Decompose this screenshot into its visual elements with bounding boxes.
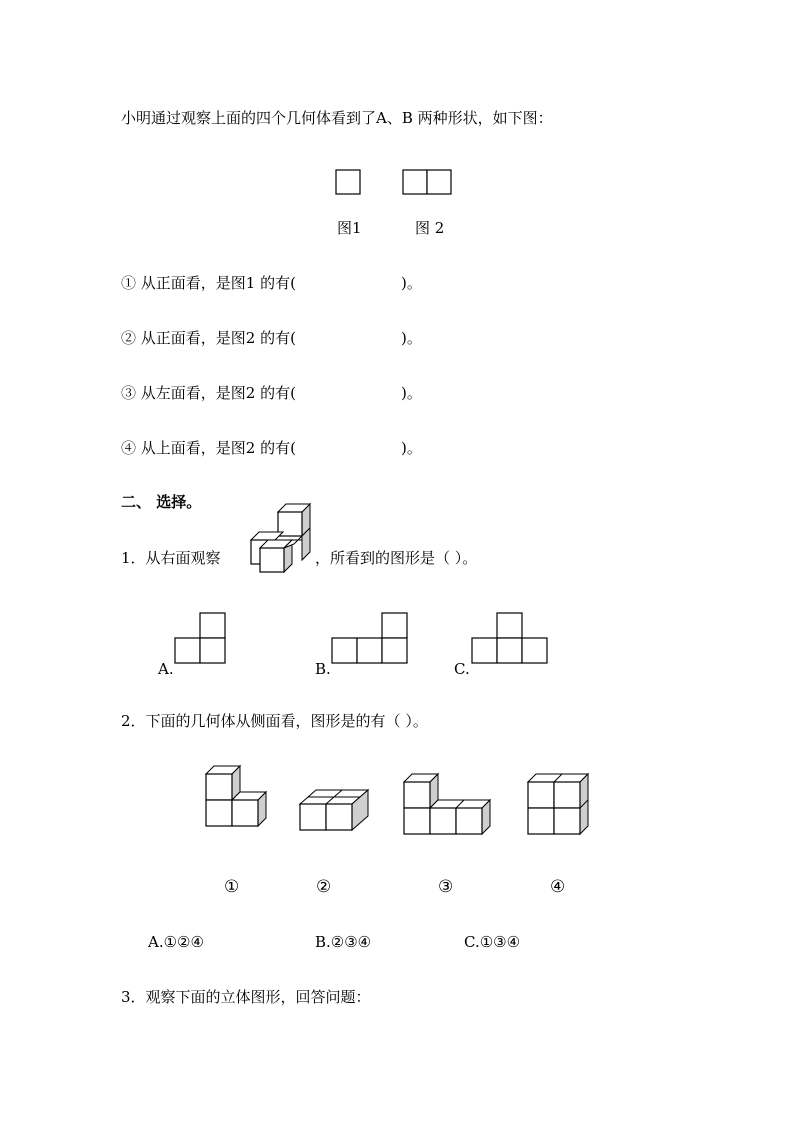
question-2-suffix: )。 (401, 329, 422, 347)
question-1-prefix: ① 从正面看，是图1 的有( (121, 274, 296, 292)
q1-text-before: 1．从右面观察 (121, 549, 221, 567)
q2-solid-label-3: ③ (438, 877, 454, 897)
intro-text: 小明通过观察上面的四个几何体看到了A、B 两种形状，如下图： (121, 109, 553, 127)
figure-1-label: 图1 (337, 219, 362, 237)
q2-solid-label-2: ② (316, 877, 332, 897)
q2-solid-1 (204, 764, 270, 832)
q2-solid-4 (526, 772, 592, 838)
figure-2-shape (401, 168, 455, 196)
question-2-prefix: ② 从正面看，是图2 的有( (121, 329, 296, 347)
q1-option-a-label: A. (158, 660, 174, 678)
q1-option-c-label: C. (454, 660, 470, 678)
q2-solid-3 (402, 772, 494, 838)
figure-1-shape (334, 168, 364, 196)
question-1-suffix: )。 (401, 274, 422, 292)
q2-option-c: C.①③④ (464, 933, 521, 951)
question-4-prefix: ④ 从上面看，是图2 的有( (121, 439, 296, 457)
q1-option-b-shape (331, 611, 411, 665)
question-3-prefix: ③ 从左面看，是图2 的有( (121, 384, 296, 402)
q1-option-c-shape (471, 611, 551, 665)
q2-text: 2．下面的几何体从侧面看，图形是的有（ ）。 (121, 712, 428, 730)
q2-solid-2 (298, 788, 372, 836)
q2-option-a: A.①②④ (148, 933, 204, 951)
question-4-suffix: )。 (401, 439, 422, 457)
q3-text: 3．观察下面的立体图形，回答问题： (121, 988, 371, 1006)
q1-solid-figure (248, 502, 314, 582)
q1-option-b-label: B. (315, 660, 331, 678)
q2-solid-label-1: ① (224, 877, 240, 897)
question-3-suffix: )。 (401, 384, 422, 402)
q2-solid-label-4: ④ (550, 877, 566, 897)
section-title: 二、 选择。 (121, 493, 202, 511)
q1-option-a-shape (174, 611, 228, 665)
figure-2-label: 图 2 (415, 219, 445, 237)
q1-text-after: ，所看到的图形是（ ）。 (315, 549, 478, 567)
q2-option-b: B.②③④ (315, 933, 372, 951)
